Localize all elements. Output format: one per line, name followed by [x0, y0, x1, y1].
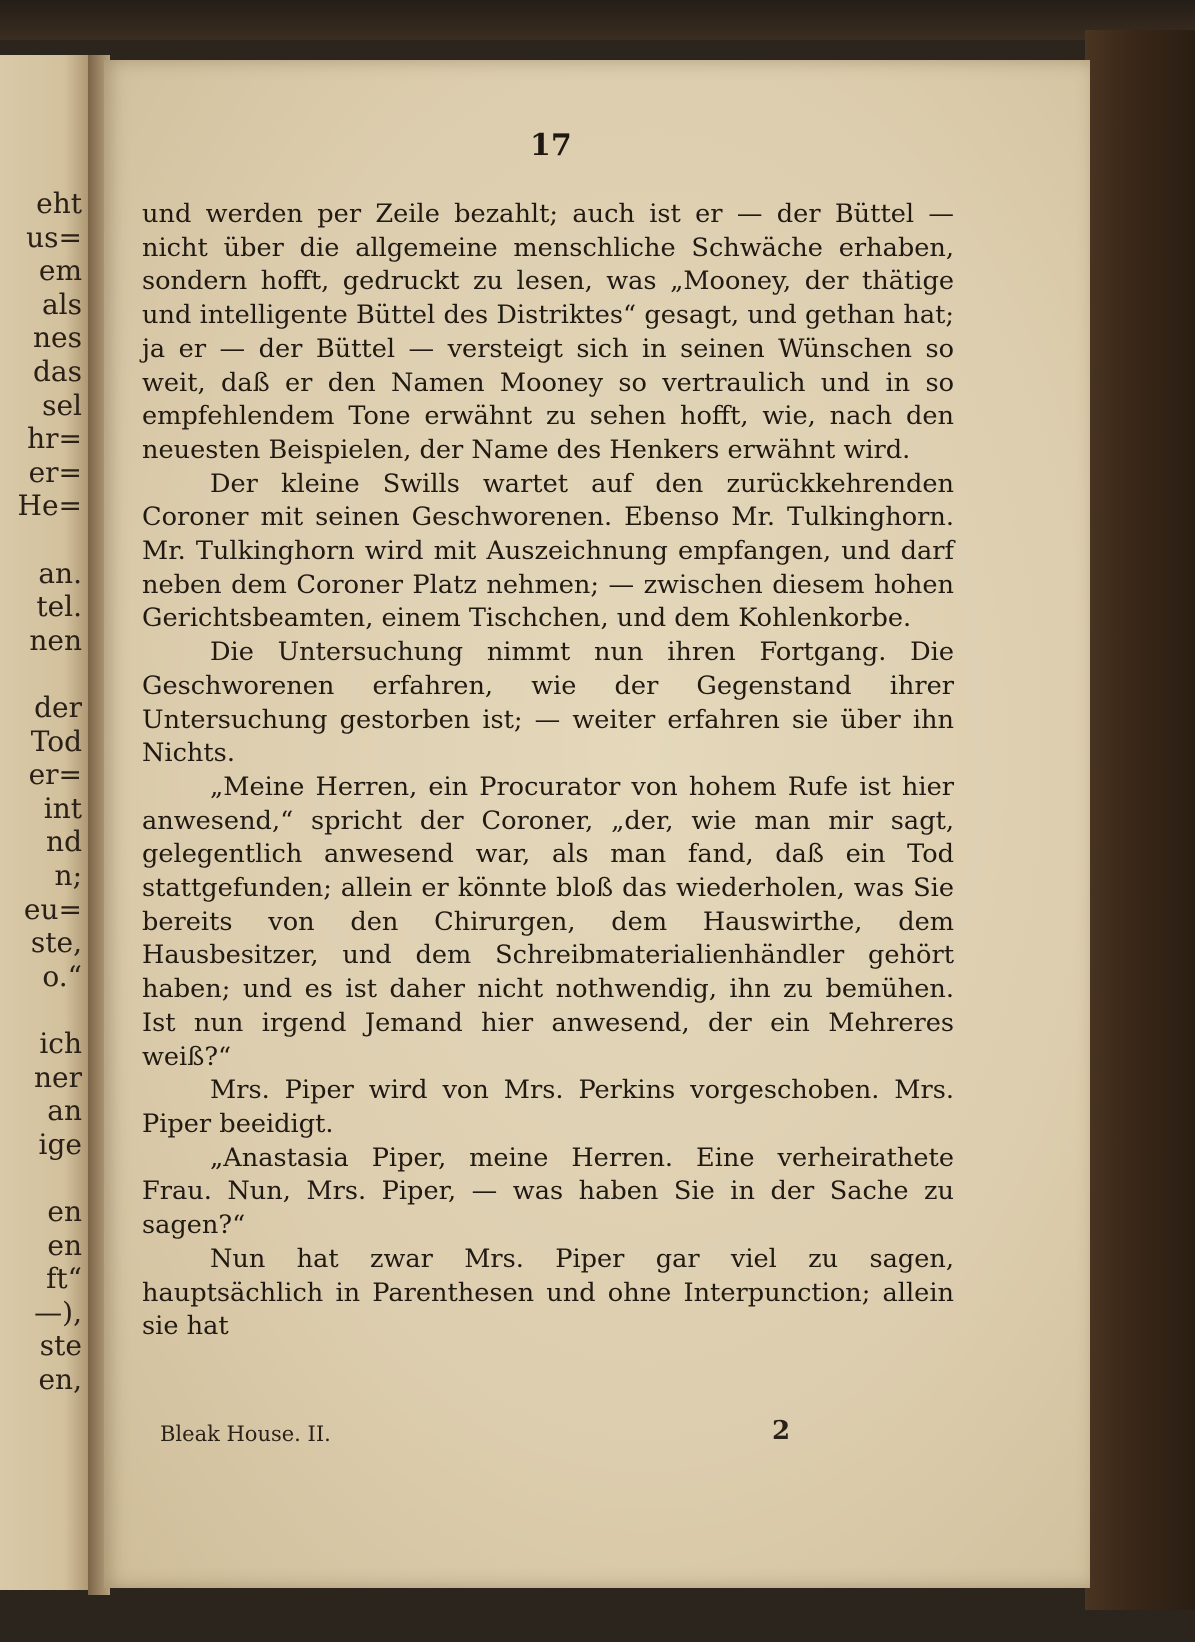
previous-page-line-fragment: nes	[33, 321, 82, 355]
paragraph: Mrs. Piper wird von Mrs. Perkins vorgeschoben. Mrs. Piper beeidigt.	[142, 1075, 954, 1139]
paragraph: „Meine Herren, ein Procurator von hohem Rufe ist hier anwesend,“ spricht der Coroner, „der, wie man mir sagt, gelegentlich anwesend war, als man fand, daß ein Tod stattgefunden; allein er könnte bloß das wiederholen, was Sie bereits von den Chirurgen, dem Hauswirthe, dem Hausbesitzer, und dem Schreibmaterialienhändler gehört haben; und es ist daher nicht nothwendig, ihn zu bemühen. Ist nun irgend Jemand hier anwesend, der ein Mehreres weiß?“	[142, 771, 954, 1072]
paragraph: „Anastasia Piper, meine Herren. Eine verheirathete Frau. Nun, Mrs. Piper, — was haben Sie in der Sache zu sagen?“	[142, 1142, 954, 1241]
paragraph: Nun hat zwar Mrs. Piper gar viel zu sagen, hauptsächlich in Parenthesen und ohne Interpunction; allein sie hat	[142, 1243, 954, 1342]
previous-page-line-fragment: He=	[17, 489, 82, 523]
book-cover-right-edge	[1085, 30, 1195, 1610]
previous-page-line-fragment: hr=	[27, 422, 82, 456]
footer-book-title: Bleak House. II.	[160, 1422, 331, 1446]
book-cover-top-edge	[0, 0, 1195, 40]
previous-page-line-fragment: der	[34, 691, 82, 724]
previous-page-line-fragment: er=	[28, 455, 82, 489]
previous-page-line-fragment: an	[47, 1094, 82, 1128]
page-body-text	[142, 198, 954, 1344]
previous-page-line-fragment: eu=	[23, 892, 82, 926]
previous-page-line-fragment: —),	[34, 1295, 82, 1329]
previous-page-line-fragment: sel	[42, 388, 82, 422]
previous-page-line-fragment: nd	[46, 825, 82, 859]
previous-page-line-fragment: ste	[39, 1329, 82, 1363]
paragraph: Der kleine Swills wartet auf den zurückkehrenden Coroner mit seinen Geschworenen. Ebenso Mr. Tulkinghorn. Mr. Tulkinghorn wird mit Auszeichnung empfangen, und darf neben dem Coroner Platz nehmen; — zwischen diesem hohen Gerichtsbeamten, einem Tischchen, und dem Kohlenkorbe.	[142, 468, 954, 634]
previous-page-line-fragment: en	[47, 1228, 82, 1262]
previous-page-line-fragment: eht	[36, 187, 82, 220]
previous-page-line-fragment: nen	[29, 623, 82, 657]
paragraph: und werden per Zeile bezahlt; auch ist er — der Büttel — nicht über die allgemeine menschliche Schwäche erhaben, sondern hofft, gedruckt zu lesen, was „Mooney, der thätige und intelligente Büttel des Distriktes“ gesagt, und gethan hat; ja er — der Büttel — versteigt sich in seinen Wünschen so weit, daß er den Namen Mooney so vertraulich und in so empfehlendem Tone erwähnt zu sehen hofft, wie, nach den neuesten Beispielen, der Name des Henkers erwähnt wird.	[142, 199, 954, 465]
previous-page-line-fragment: das	[33, 355, 82, 388]
previous-page-line-fragment: ige	[38, 1127, 82, 1161]
previous-page-line-fragment: ste,	[30, 926, 82, 960]
previous-page-line-fragment: ner	[34, 1060, 82, 1094]
previous-page-line-fragment: ich	[39, 1027, 82, 1060]
previous-page-line-fragment: int	[43, 791, 82, 825]
previous-page-line-fragment: us=	[26, 220, 82, 254]
paragraph: Die Untersuchung nimmt nun ihren Fortgang. Die Geschworenen erfahren, wie der Gegenstand ihrer Untersuchung gestorben ist; — weiter erfahren sie über ihn Nichts.	[142, 637, 954, 769]
previous-page-line-fragment: an.	[38, 556, 82, 590]
previous-page-fragment	[0, 55, 92, 1590]
previous-page-line-fragment: tel.	[36, 590, 82, 624]
footer-signature-mark: 2	[772, 1416, 791, 1446]
previous-page-line-fragment: er=	[28, 758, 82, 792]
previous-page-line-fragment: en	[47, 1195, 82, 1228]
previous-page-line-fragment: als	[41, 287, 82, 321]
previous-page-line-fragment: en,	[38, 1363, 82, 1396]
previous-page-line-fragment: ft“	[46, 1262, 82, 1296]
page-number: 17	[530, 128, 572, 163]
previous-page-line-fragment: o.“	[42, 959, 82, 993]
previous-page-line-fragment: n;	[54, 859, 82, 892]
previous-page-line-fragment: em	[38, 254, 82, 288]
previous-page-line-fragment: Tod	[30, 724, 82, 758]
